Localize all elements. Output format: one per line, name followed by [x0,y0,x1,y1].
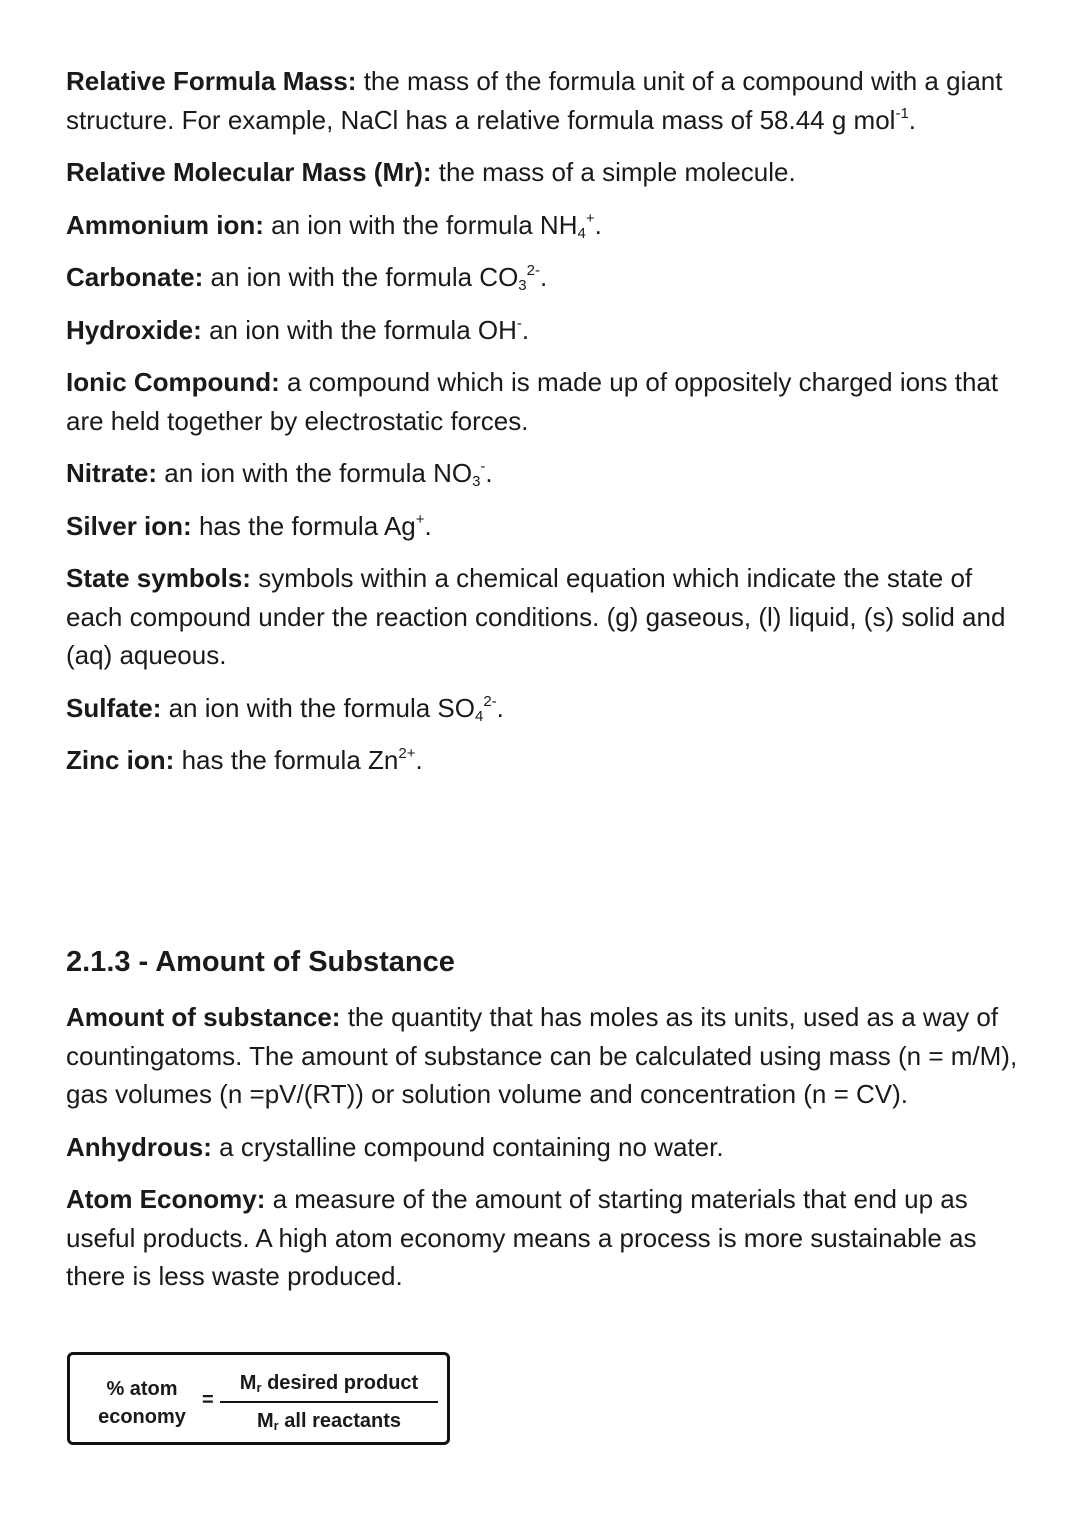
term: Nitrate [66,458,149,488]
formula-numerator: $M_r$ desired product [239,1372,419,1395]
definition-hydroxide: Hydroxide: an ion with the formula OH-. [66,314,530,345]
term: Zinc ion [66,745,166,775]
superscript: + [415,510,425,528]
definition-relative-formula-mass: Relative Formula Mass: the mass of the formula unit of a compound with a giant structure. For example, NaCl has a relative formula mass of 58.44 g mol$^{-1}$. [66,66,1003,135]
definition-text: an ion with the formula CO [210,262,519,292]
superscript: -1 [895,104,909,122]
superscript: 2+ [398,745,416,762]
definition-text: an ion with the formula OH [209,314,517,345]
definition-text: has the formula Zn [181,745,399,775]
term: Sulfate [66,692,153,723]
definition-text: a crystalline compound containing no water. [219,1131,724,1162]
definition-text: an ion with the formula NO [164,458,473,488]
definitions-list-2 [66,998,1026,1310]
superscript: 2- [526,262,540,279]
term: Relative Molecular Mass (Mr) [66,157,423,187]
definition-silver-ion: Silver ion: has the formula Ag+. [66,510,432,541]
definition-relative-molecular-mass: Relative Molecular Mass (Mr): the mass of a simple molecule. [66,157,796,187]
term: Carbonate [66,262,195,292]
definition-text: the mass of the formula unit of a compound with a giant structure. For example, NaCl has a relative formula mass of 58.44 g mol [66,66,1003,135]
subscript: r [256,1380,262,1395]
definition-text: the mass of a simple molecule. [438,157,796,187]
definition-atom-economy: Atom Economy: a measure of the amount of starting materials that end up as useful products. A high atom economy means a process is more sustainable as there is less waste produced. [66,1184,977,1291]
subscript: 4 [577,224,586,242]
term: Ionic Compound [66,367,272,397]
definition-amount-of-substance: Amount of substance: the quantity that has moles as its units, used as a way of countingatoms. The amount of substance can be calculated using mass (n = m/M), gas volumes (n =pV/(RT)) or solution volume and concentration (n = CV). [66,1002,1018,1109]
term: State symbols [66,563,243,593]
formula-equals: = [202,1389,214,1411]
superscript: - [480,458,486,475]
term: Anhydrous [66,1131,204,1162]
subscript: 3 [472,473,481,490]
formula-denominator: $M_r$ all reactants [256,1410,402,1433]
definition-sulfate: Sulfate: an ion with the formula $SO_4^{2-}$. [66,692,504,725]
definition-ammonium-ion: Ammonium ion: an ion with the formula $NH_4^+$. [66,209,602,242]
superscript: + [585,209,595,227]
formula-lhs-line2: economy [98,1406,186,1428]
definition-text: a compound which is made up of oppositely charged ions that are held together by electrostatic forces. [66,367,999,436]
definition-zinc-ion: Zinc ion: has the formula $Zn^{2+}$. [66,745,423,775]
definition-text: an ion with the formula NH [271,209,578,240]
term: Ammonium ion [66,209,256,240]
subscript: r [273,1418,279,1433]
definitions-list-1 [66,62,1026,794]
term: Hydroxide [66,314,194,345]
atom-economy-formula-box [67,1352,450,1445]
term: Atom Economy [66,1184,257,1214]
fraction-bar [220,1401,438,1403]
superscript: 2- [483,692,497,710]
definition-text: a measure of the amount of starting materials that end up as useful products. A high atom economy means a process is more sustainable as there is less waste produced. [66,1184,977,1291]
definition-carbonate: Carbonate: an ion with the formula $CO_3^{2-}$. [66,262,548,294]
superscript: - [516,314,522,332]
subscript: 3 [518,277,527,294]
definition-text: has the formula Ag [198,510,416,541]
term: Relative Formula Mass [66,66,348,96]
definition-text: the quantity that has moles as its units, used as a way of countingatoms. The amount of substance can be calculated using mass (n = m/M), gas volumes (n =pV/(RT)) or solution volume and concentration (n = CV). [66,1002,1018,1109]
subscript: 4 [474,707,484,725]
definition-text: symbols within a chemical equation which indicate the state of each compound under the reaction conditions. (g) gaseous, (l) liquid, (s) solid and (aq) aqueous. [66,563,1006,670]
formula-lhs-line1: % atom [106,1378,178,1400]
term: Amount of substance [66,1002,332,1032]
formula-lhs [90,1375,194,1431]
definition-ionic-compound: Ionic Compound: a compound which is made up of oppositely charged ions that are held together by electrostatic forces. [66,367,999,436]
definition-state-symbols: State symbols: symbols within a chemical equation which indicate the state of each compound under the reaction conditions. (g) gaseous, (l) liquid, (s) solid and (aq) aqueous. [66,563,1006,670]
section-heading: 2.1.3 - Amount of Substance [66,946,455,978]
term: Silver ion [66,510,184,541]
definition-text: an ion with the formula SO [168,692,475,723]
definition-nitrate: Nitrate: an ion with the formula $NO_3^-$. [66,458,493,490]
definition-anhydrous: Anhydrous: a crystalline compound containing no water. [66,1131,724,1162]
